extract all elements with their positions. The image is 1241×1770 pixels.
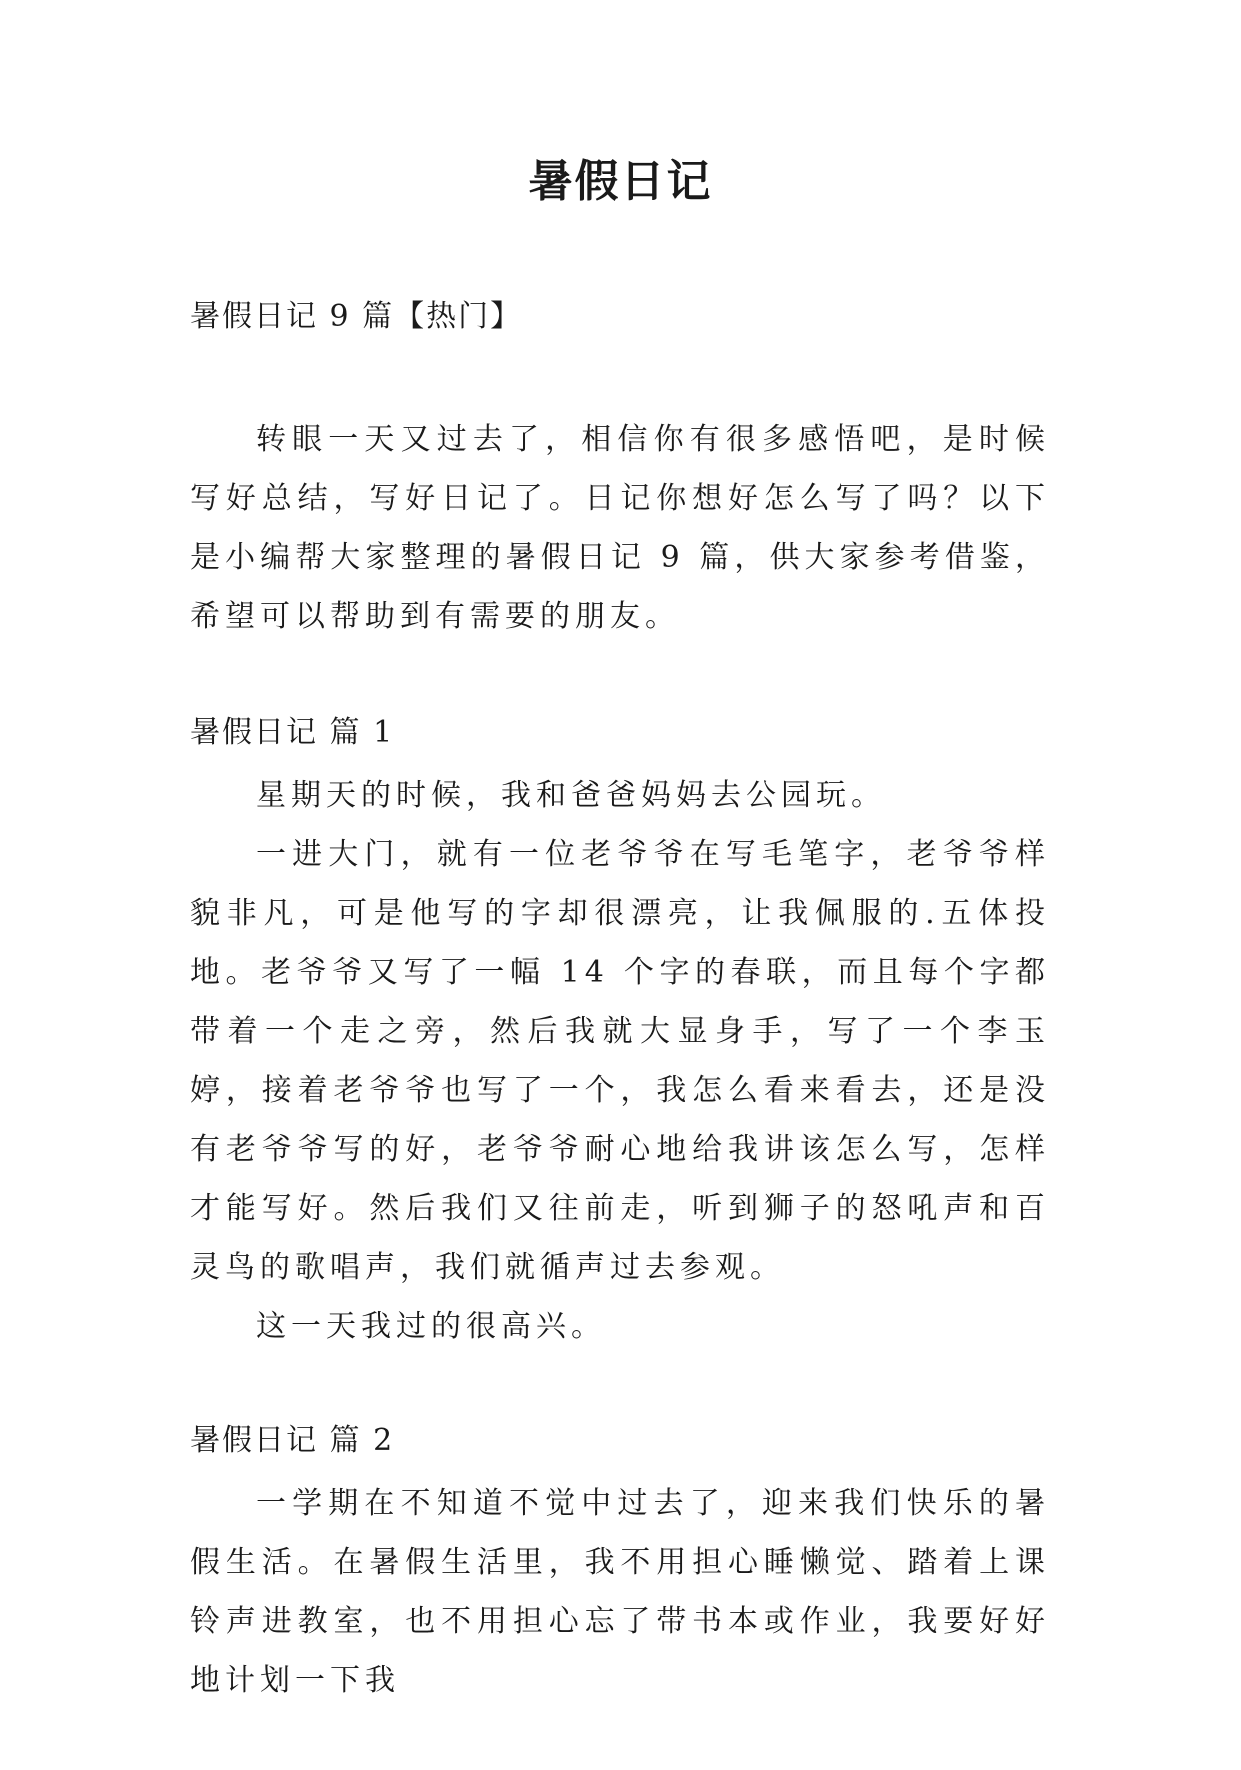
entry-paragraph: 一进大门，就有一位老爷爷在写毛笔字，老爷爷样貌非凡，可是他写的字却很漂亮，让我佩服的.五体投地。老爷爷又写了一幅 14 个字的春联，而且每个字都带着一个走之旁，然后我就大显身手，写了一个李玉婷，接着老爷爷也写了一个，我怎么看来看去，还是没有老爷爷写的好，老爷爷耐心地给我讲该怎么写，怎样才能写好。然后我们又往前走，听到狮子的怒吼声和百灵鸟的歌唱声，我们就循声过去参观。 <box>190 837 1050 1285</box>
document-body <box>190 292 1050 1770</box>
entry-heading: 暑假日记 篇 2 <box>190 1423 395 1458</box>
entry-heading: 暑假日记 篇 1 <box>190 715 395 750</box>
entry-paragraph: 星期天的时候，我和爸爸妈妈去公园玩。 <box>256 778 886 813</box>
entry-paragraph: 这一天我过的很高兴。 <box>256 1309 606 1344</box>
intro-paragraph: 转眼一天又过去了，相信你有很多感悟吧，是时候写好总结，写好日记了。日记你想好怎么写了吗？以下是小编帮大家整理的暑假日记 9 篇，供大家参考借鉴，希望可以帮助到有需要的朋友。 <box>190 422 1050 634</box>
document-subtitle: 暑假日记 9 篇【热门】 <box>190 299 523 334</box>
diary-entry-2 <box>190 1416 1050 1710</box>
diary-entry-1 <box>190 708 1050 1356</box>
entry-paragraph: 一学期在不知道不觉中过去了，迎来我们快乐的暑假生活。在暑假生活里，我不用担心睡懒觉、踏着上课铃声进教室，也不用担心忘了带书本或作业，我要好好地计划一下我 <box>190 1486 1050 1698</box>
document-title: 暑假日记 <box>528 156 713 207</box>
